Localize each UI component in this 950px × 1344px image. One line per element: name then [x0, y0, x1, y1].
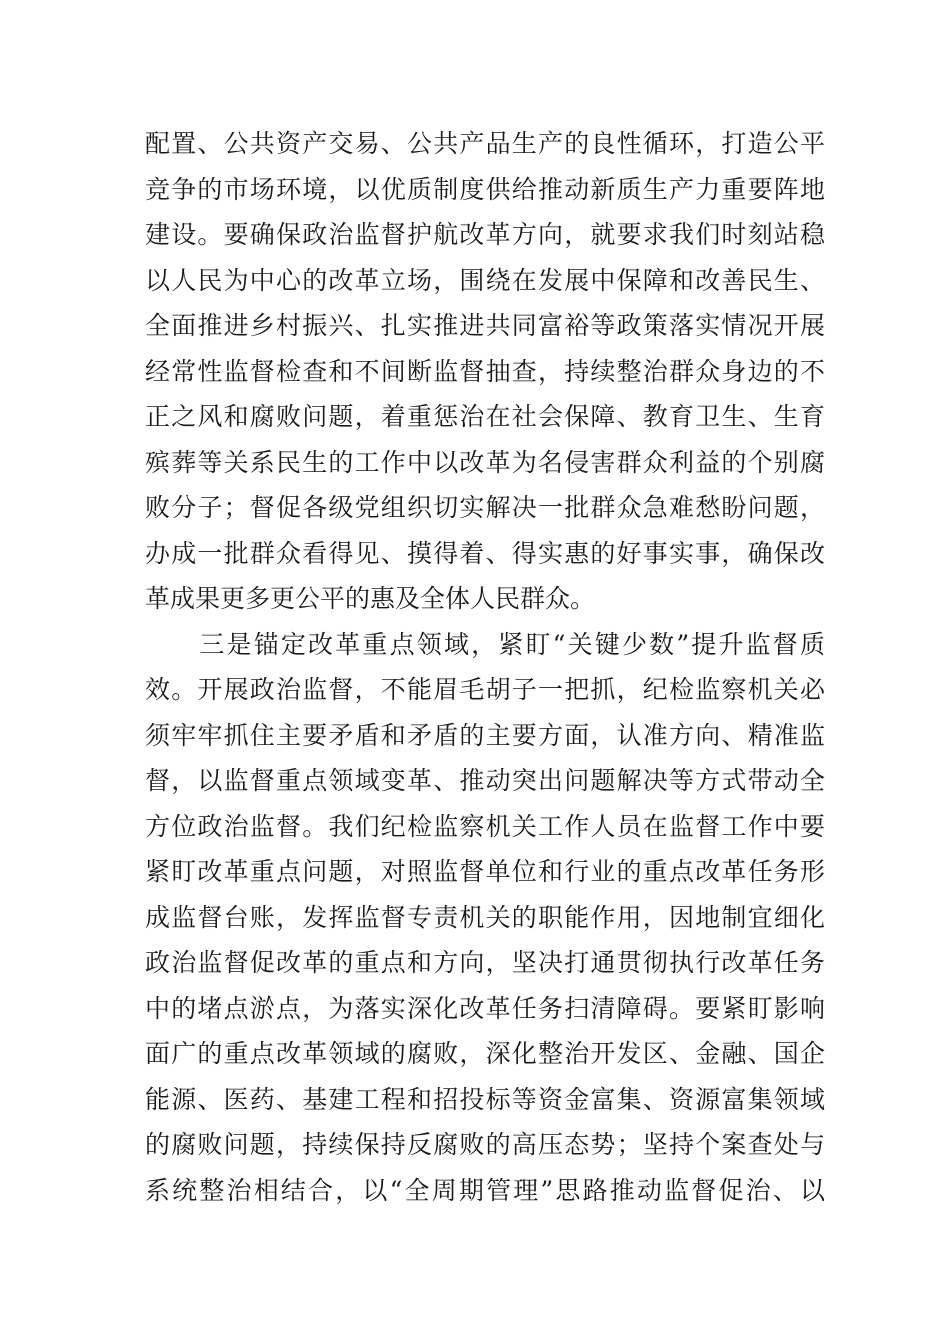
text-line: 三是锚定改革重点领域，紧盯“关键少数”提升监督质 [145, 629, 825, 659]
text-line: 竞争的市场环境，以优质制度供给推动新质生产力重要阵地 [145, 174, 825, 204]
text-line: 政治监督促改革的重点和方向，坚决打通贯彻执行改革任务 [145, 948, 825, 977]
text-line: 办成一批群众看得见、摸得着、得实惠的好事实事，确保改 [145, 538, 825, 568]
text-line: 效。开展政治监督，不能眉毛胡子一把抓，纪检监察机关必 [145, 675, 825, 704]
text-line: 以人民为中心的改革立场，围绕在发展中保障和改善民生、 [145, 265, 825, 295]
text-line: 配置、公共资产交易、公共产品生产的良性循环，打造公平 [145, 129, 825, 158]
text-line: 建设。要确保政治监督护航改革方向，就要求我们时刻站稳 [145, 220, 825, 249]
text-line: 能源、医药、基建工程和招投标等资金富集、资源富集领域 [145, 1084, 825, 1114]
text-line: 中的堵点淤点，为落实深化改革任务扫清障碍。要紧盯影响 [145, 993, 825, 1023]
text-line: 系统整治相结合，以“全周期管理”思路推动监督促治、以 [145, 1175, 825, 1205]
text-line: 全面推进乡村振兴、扎实推进共同富裕等政策落实情况开展 [145, 311, 825, 340]
text-line: 方位政治监督。我们纪检监察机关工作人员在监督工作中要 [145, 811, 825, 841]
text-line: 败分子；督促各级党组织切实解决一批群众急难愁盼问题， [145, 493, 825, 522]
text-line: 殡葬等关系民生的工作中以改革为名侵害群众利益的个别腐 [145, 447, 825, 477]
document-body [145, 121, 825, 1213]
text-line: 面广的重点改革领域的腐败，深化整治开发区、金融、国企 [145, 1039, 825, 1068]
text-line: 革成果更多更公平的惠及全体人民群众。 [145, 584, 596, 613]
text-line: 经常性监督检查和不间断监督抽查，持续整治群众身边的不 [145, 356, 825, 386]
text-line: 紧盯改革重点问题，对照监督单位和行业的重点改革任务形 [145, 857, 825, 886]
text-line: 须牢牢抓住主要矛盾和矛盾的主要方面，认准方向、精准监 [145, 720, 825, 750]
text-line: 成监督台账，发挥监督专责机关的职能作用，因地制宜细化 [145, 902, 825, 932]
text-line: 正之风和腐败问题，着重惩治在社会保障、教育卫生、生育 [145, 402, 825, 431]
text-line: 的腐败问题，持续保持反腐败的高压态势；坚持个案查处与 [145, 1130, 825, 1159]
text-line: 督，以监督重点领域变革、推动突出问题解决等方式带动全 [145, 766, 825, 795]
